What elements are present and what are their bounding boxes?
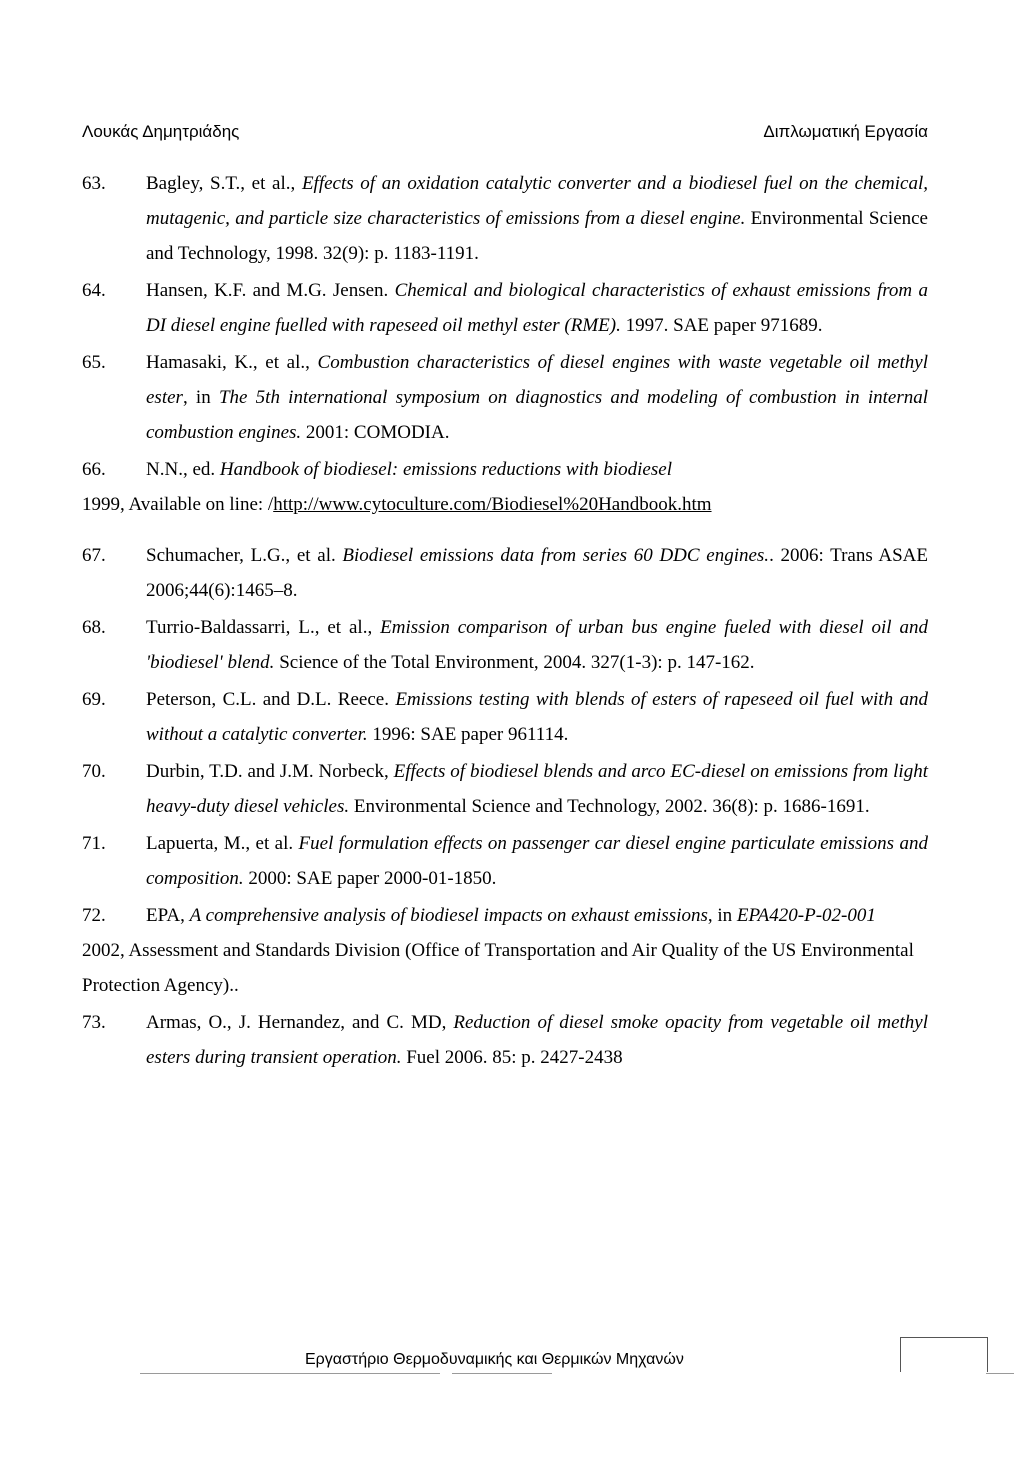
reference-item <box>82 826 928 896</box>
header-author: Λουκάς Δημητριάδης <box>82 122 240 141</box>
footer-rule <box>140 1373 440 1374</box>
reference-continuation: 1999, Available on line: /http://www.cytoculture.com/Biodiesel%20Handbook.htm <box>82 494 712 515</box>
reference-list <box>82 166 928 1077</box>
reference-item <box>82 898 928 1003</box>
reference-continuation: 2002, Assessment and Standards Division (Office of Transportation and Air Quality of the US Environmental Protection Agency).. <box>82 940 914 996</box>
footer-rule <box>986 1373 1014 1374</box>
reference-number: 67. <box>82 545 106 566</box>
header-title: Διπλωματική Εργασία <box>763 122 928 141</box>
reference-number: 71. <box>82 833 106 854</box>
footer-rule <box>452 1373 552 1374</box>
reference-text: Lapuerta, M., et al. Fuel formulation effects on passenger car diesel engine particulate emissions and composition. 2000: SAE paper 2000-01-1850. <box>146 833 928 889</box>
reference-text: N.N., ed. Handbook of biodiesel: emissions reductions with biodiesel <box>146 459 672 480</box>
reference-text: Hamasaki, K., et al., Combustion characteristics of diesel engines with waste vegetable oil methyl ester, in The 5th international symposium on diagnostics and modeling of combustion in internal combustion engines. 2001: COMODIA. <box>146 352 929 443</box>
reference-number: 69. <box>82 689 106 710</box>
reference-item <box>82 538 928 608</box>
reference-number: 68. <box>82 617 106 638</box>
reference-item <box>82 452 928 522</box>
reference-item <box>82 166 928 271</box>
footer-lab-name: Εργαστήριο Θερμοδυναμικής και Θερμικών Μηχανών <box>305 1351 684 1368</box>
reference-number: 65. <box>82 352 106 373</box>
reference-item <box>82 754 928 824</box>
reference-text: Durbin, T.D. and J.M. Norbeck, Effects of biodiesel blends and arco EC-diesel on emissions from light heavy-duty diesel vehicles. Environmental Science and Technology, 2002. 36(8): p. 1686-1691. <box>146 761 928 817</box>
reference-text: Peterson, C.L. and D.L. Reece. Emissions testing with blends of esters of rapeseed oil fuel with and without a catalytic converter. 1996: SAE paper 961114. <box>146 689 928 745</box>
reference-text: Hansen, K.F. and M.G. Jensen. Chemical and biological characteristics of exhaust emissions from a DI diesel engine fuelled with rapeseed oil methyl ester (RME). 1997. SAE paper 971689. <box>146 280 928 336</box>
reference-number: 70. <box>82 761 106 782</box>
reference-item <box>82 610 928 680</box>
reference-text: Armas, O., J. Hernandez, and C. MD, Reduction of diesel smoke opacity from vegetable oil methyl esters during transient operation. Fuel 2006. 85: p. 2427-2438 <box>146 1012 928 1068</box>
reference-text: Bagley, S.T., et al., Effects of an oxidation catalytic converter and a biodiesel fuel on the chemical, mutagenic, and particle size characteristics of emissions from a diesel engine. Environmental Science and Technology, 1998. 32(9): p. 1183-1191. <box>146 173 928 264</box>
reference-item <box>82 682 928 752</box>
reference-text: Turrio-Baldassarri, L., et al., Emission comparison of urban bus engine fueled with diesel oil and 'biodiesel' blend. Science of the Total Environment, 2004. 327(1-3): p. 147-162. <box>146 617 928 673</box>
reference-number: 66. <box>82 459 106 480</box>
reference-number: 64. <box>82 280 106 301</box>
reference-text: EPA, A comprehensive analysis of biodiesel impacts on exhaust emissions, in EPA420-P-02-001 <box>146 905 876 926</box>
reference-number: 72. <box>82 905 106 926</box>
reference-item <box>82 273 928 343</box>
reference-number: 73. <box>82 1012 106 1033</box>
reference-item <box>82 1005 928 1075</box>
reference-link[interactable]: http://www.cytoculture.com/Biodiesel%20Handbook.htm <box>273 494 712 515</box>
reference-text: Schumacher, L.G., et al. Biodiesel emissions data from series 60 DDC engines.. 2006: Trans ASAE 2006;44(6):1465–8. <box>146 545 928 601</box>
reference-number: 63. <box>82 173 106 194</box>
reference-item <box>82 345 928 450</box>
footer-box <box>900 1337 988 1372</box>
